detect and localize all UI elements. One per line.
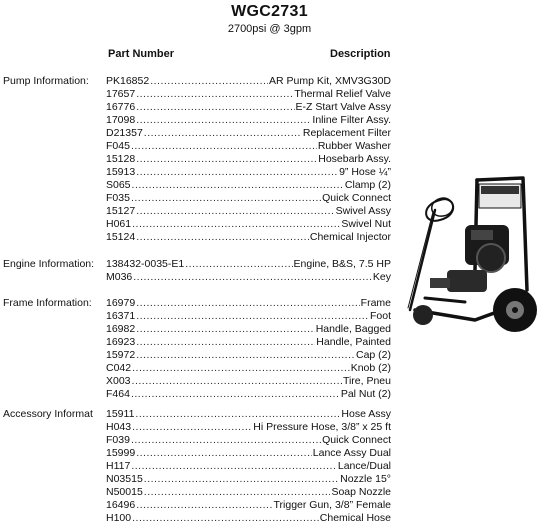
part-row — [106, 114, 391, 127]
part-description: Pal Nut (2) — [340, 388, 391, 400]
part-description: Rubber Washer — [317, 140, 391, 152]
dot-leader — [132, 218, 340, 231]
part-number: 15124 — [106, 231, 136, 243]
part-number: H043 — [106, 421, 132, 433]
dot-leader — [131, 140, 317, 153]
dot-leader — [185, 258, 292, 271]
part-number: D21357 — [106, 127, 143, 139]
dot-leader — [136, 88, 293, 101]
part-description: Inline Filter Assy. — [312, 114, 391, 126]
part-description: Key — [372, 271, 391, 283]
part-row — [106, 218, 391, 231]
part-row — [106, 421, 391, 434]
part-row — [106, 127, 391, 140]
part-description: Frame — [360, 297, 391, 309]
part-description: Tire, Pneu — [342, 375, 391, 387]
part-description: Chemical Injector — [309, 231, 391, 243]
page-title: WGC2731 — [231, 3, 308, 20]
part-row — [106, 499, 391, 512]
part-number: H061 — [106, 218, 132, 230]
part-row — [106, 460, 391, 473]
part-number: F039 — [106, 434, 130, 446]
part-number: N03515 — [106, 473, 143, 485]
part-description: Clamp (2) — [344, 179, 391, 191]
part-description: Lance/Dual — [337, 460, 391, 472]
part-number: 15128 — [106, 153, 136, 165]
dot-leader — [131, 388, 340, 401]
part-description: Engine, B&S, 7.5 HP — [293, 258, 391, 270]
part-description: Nozzle 15° — [340, 473, 391, 485]
part-row — [106, 192, 391, 205]
part-description: Soap Nozzle — [331, 486, 391, 498]
dot-leader — [136, 447, 312, 460]
part-description: Swivel Assy — [335, 205, 391, 217]
part-number: S065 — [106, 179, 131, 191]
part-description: Knob (2) — [350, 362, 391, 374]
part-description: Handle, Bagged — [315, 323, 391, 335]
dot-leader — [131, 460, 337, 473]
part-number: 15913 — [106, 166, 136, 178]
part-description: Swivel Nut — [341, 218, 391, 230]
pressure-washer-image — [405, 170, 539, 350]
part-row — [106, 88, 391, 101]
part-number: 15999 — [106, 447, 136, 459]
part-number: 138432-0035-E1 — [106, 258, 185, 270]
part-row — [106, 408, 391, 421]
dot-leader — [150, 75, 268, 88]
dot-leader — [132, 421, 252, 434]
part-row — [106, 231, 391, 244]
column-header-part-number: Part Number — [108, 48, 175, 60]
part-number: 16982 — [106, 323, 136, 335]
dot-leader — [132, 512, 319, 525]
part-row — [106, 486, 391, 499]
dot-leader — [132, 179, 344, 192]
part-description: Replacement Filter — [302, 127, 391, 139]
part-number: C042 — [106, 362, 132, 374]
dot-leader — [136, 205, 334, 218]
part-number: 16923 — [106, 336, 136, 348]
dot-leader — [136, 153, 317, 166]
part-row — [106, 205, 391, 218]
part-row — [106, 140, 391, 153]
section-label: Accessory Informat — [3, 408, 93, 420]
part-row — [106, 447, 391, 460]
part-description: Chemical Hose — [319, 512, 391, 524]
part-description: Cap (2) — [355, 349, 391, 361]
part-row — [106, 512, 391, 525]
part-number: 15972 — [106, 349, 136, 361]
part-number: X003 — [106, 375, 131, 387]
part-description: Hi Pressure Hose, 3/8” x 25 ft — [253, 421, 391, 433]
dot-leader — [136, 310, 369, 323]
part-number: PK16852 — [106, 75, 150, 87]
dot-leader — [144, 473, 339, 486]
dot-leader — [136, 349, 355, 362]
part-number: 16371 — [106, 310, 136, 322]
part-description: AR Pump Kit, XMV3G30D — [269, 75, 391, 87]
dot-leader — [136, 114, 311, 127]
dot-leader — [133, 271, 372, 284]
part-row — [106, 153, 391, 166]
part-number: M036 — [106, 271, 133, 283]
part-description: Hosebarb Assy. — [318, 153, 391, 165]
dot-leader — [131, 192, 321, 205]
dot-leader — [132, 375, 342, 388]
dot-leader — [132, 362, 350, 375]
dot-leader — [136, 297, 359, 310]
dot-leader — [136, 101, 294, 114]
section-label: Frame Information: — [3, 297, 92, 309]
part-row — [106, 310, 391, 323]
part-description: E-Z Start Valve Assy — [295, 101, 391, 113]
part-number: F464 — [106, 388, 130, 400]
dot-leader — [135, 408, 340, 421]
part-number: 17657 — [106, 88, 136, 100]
part-description: Trigger Gun, 3/8” Female — [273, 499, 391, 511]
part-number: F035 — [106, 192, 130, 204]
dot-leader — [131, 434, 321, 447]
part-number: F045 — [106, 140, 130, 152]
part-row — [106, 375, 391, 388]
part-row — [106, 388, 391, 401]
part-row — [106, 166, 391, 179]
part-description: Handle, Painted — [316, 336, 391, 348]
dot-leader — [144, 486, 331, 499]
part-description: Quick Connect — [322, 192, 391, 204]
part-row — [106, 434, 391, 447]
part-description: Lance Assy Dual — [312, 447, 391, 459]
part-description: Thermal Relief Valve — [294, 88, 391, 100]
part-number: 15127 — [106, 205, 136, 217]
dot-leader — [136, 336, 315, 349]
part-row — [106, 297, 391, 310]
dot-leader — [136, 231, 309, 244]
part-row — [106, 179, 391, 192]
part-row — [106, 336, 391, 349]
part-description: 9” Hose ¼” — [339, 166, 391, 178]
page-subtitle: 2700psi @ 3gpm — [227, 23, 312, 35]
part-description: Quick Connect — [322, 434, 391, 446]
part-number: H100 — [106, 512, 132, 524]
part-row — [106, 349, 391, 362]
part-number: 15911 — [106, 408, 135, 420]
part-row — [106, 362, 391, 375]
part-description: Foot — [369, 310, 391, 322]
part-number: 16776 — [106, 101, 136, 113]
column-header-description: Description — [330, 48, 391, 60]
part-row — [106, 271, 391, 284]
dot-leader — [136, 166, 338, 179]
part-row — [106, 473, 391, 486]
part-number: H117 — [106, 460, 131, 472]
part-row — [106, 75, 391, 88]
part-row — [106, 101, 391, 114]
section-label: Pump Information: — [3, 75, 89, 87]
dot-leader — [136, 323, 314, 336]
part-description: Hose Assy — [341, 408, 391, 420]
part-number: 17098 — [106, 114, 136, 126]
section-label: Engine Information: — [3, 258, 95, 270]
part-row — [106, 323, 391, 336]
dot-leader — [136, 499, 272, 512]
part-number: 16496 — [106, 499, 136, 511]
part-row — [106, 258, 391, 271]
part-number: 16979 — [106, 297, 136, 309]
dot-leader — [144, 127, 302, 140]
part-number: N50015 — [106, 486, 143, 498]
